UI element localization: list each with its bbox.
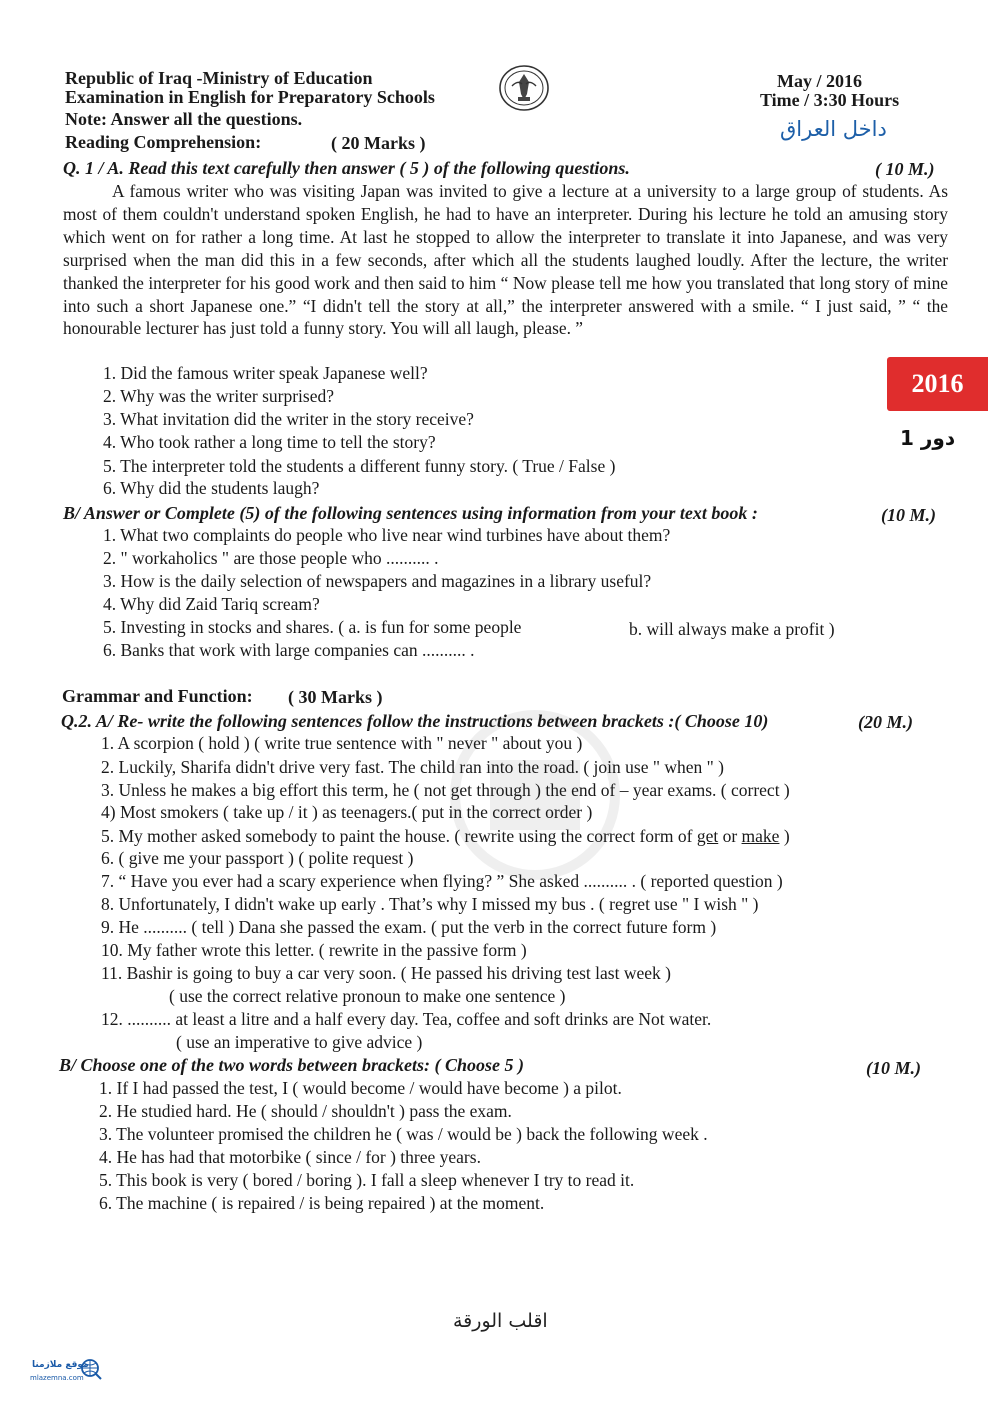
grammar-section-title: Grammar and Function: bbox=[62, 686, 253, 706]
q2a-item-5-close: ) bbox=[783, 826, 790, 846]
q1a-item-1: 1. Did the famous writer speak Japanese well? bbox=[103, 363, 428, 383]
q2a-item-9: 9. He .......... ( tell ) Dana she passed the exam. ( put the verb in the correct future form ) bbox=[101, 917, 717, 937]
q2a-item-10: 10. My father wrote this letter. ( rewrite in the passive form ) bbox=[101, 940, 527, 960]
q2b-title: B/ Choose one of the two words between brackets: ( Choose 5 ) bbox=[59, 1055, 525, 1075]
q2b-item-1: 1. If I had passed the test, I ( would become / would have become ) a pilot. bbox=[99, 1078, 622, 1098]
q2a-item-8: 8. Unfortunately, I didn't wake up early . That’s why I missed my bus . ( regret use " I wish " ) bbox=[101, 894, 759, 914]
site-name: موقع ملازمنا bbox=[32, 1360, 89, 1370]
q1a-item-4: 4. Who took rather a long time to tell the story? bbox=[103, 432, 436, 452]
reading-passage: A famous writer who was visiting Japan was invited to give a lecture at a university to a large group of students. As most of them couldn't understand spoken English, he had to have an interpreter. During his lecture he told an amusing story which went on for rather a long time. At last he stopped to allow the interpreter to translate it into Japanese, and was very surprised when the man did this in a few seconds, after which all the students laughed loudly. After the lecture, the writer thanked the interpreter for his good work and then said to him “ Now please tell me how you translated that long story of mine into such a short Japanese one.” “I didn't tell the story at all,” the interpreter answered with a smile. “ I just said, ” “ the honourable lecturer has just told a funny story. You will all laugh, please. ” bbox=[63, 181, 948, 339]
q2b-marks: (10 M.) bbox=[866, 1058, 921, 1078]
q2a-item-5-make: make bbox=[741, 826, 780, 846]
reading-section-title: Reading Comprehension: bbox=[65, 132, 262, 152]
q1a-title: Q. 1 / A. Read this text carefully then answer ( 5 ) of the following questions. bbox=[63, 158, 630, 178]
q2a-item-5-or: or bbox=[722, 826, 738, 846]
q1a-item-5: 5. The interpreter told the students a different funny story. ( True / False ) bbox=[103, 456, 616, 476]
year-badge: 2016 bbox=[887, 357, 988, 411]
site-logo bbox=[30, 1358, 105, 1388]
site-url: mlazemna.com bbox=[30, 1374, 84, 1382]
q2a-item-5-text: 5. My mother asked somebody to paint the house. ( rewrite using the correct form of bbox=[101, 826, 693, 846]
q2b-item-3: 3. The volunteer promised the children he ( was / would be ) back the following week . bbox=[99, 1124, 708, 1144]
q1b-item-6: 6. Banks that work with large companies can .......... . bbox=[103, 640, 475, 660]
q2a-item-1: 1. A scorpion ( hold ) ( write true sentence with " never " about you ) bbox=[101, 733, 583, 753]
q1b-item-2: 2. " workaholics " are those people who .......... . bbox=[103, 548, 439, 568]
q2b-item-4: 4. He has had that motorbike ( since / for ) three years. bbox=[99, 1147, 481, 1167]
q2a-title: Q.2. A/ Re- write the following sentences follow the instructions between brackets :( Choose 10) bbox=[61, 711, 769, 731]
q2a-marks: (20 M.) bbox=[858, 712, 913, 732]
exam-date: May / 2016 bbox=[777, 71, 862, 91]
q2a-item-11: 11. Bashir is going to buy a car very soon. ( He passed his driving test last week ) bbox=[101, 963, 671, 983]
q1b-item-4: 4. Why did Zaid Tariq scream? bbox=[103, 594, 320, 614]
q2a-item-6: 6. ( give me your passport ) ( polite request ) bbox=[101, 848, 414, 868]
q1a-item-2: 2. Why was the writer surprised? bbox=[103, 386, 335, 406]
q1a-item-3: 3. What invitation did the writer in the story receive? bbox=[103, 409, 474, 429]
header-note: Note: Answer all the questions. bbox=[65, 109, 303, 129]
q1b-item-5: 5. Investing in stocks and shares. ( a. is fun for some people bbox=[103, 617, 522, 637]
q1a-marks: ( 10 M.) bbox=[875, 159, 935, 179]
q2a-item-12-instruction: ( use an imperative to give advice ) bbox=[176, 1032, 423, 1052]
q2a-item-4: 4) Most smokers ( take up / it ) as teenagers.( put in the correct order ) bbox=[101, 802, 593, 822]
q2b-item-2: 2. He studied hard. He ( should / shouldn't ) pass the exam. bbox=[99, 1101, 512, 1121]
header-exam-title: Examination in English for Preparatory Schools bbox=[65, 87, 435, 107]
q2b-item-5: 5. This book is very ( bored / boring ). I fall a sleep whenever I try to read it. bbox=[99, 1170, 635, 1190]
iraq-emblem-icon bbox=[498, 64, 550, 112]
q1a-item-6: 6. Why did the students laugh? bbox=[103, 478, 320, 498]
q2a-item-5 bbox=[101, 826, 790, 847]
q1b-title: B/ Answer or Complete (5) of the following sentences using information from your text book : bbox=[63, 503, 758, 523]
grammar-section-marks: ( 30 Marks ) bbox=[288, 687, 383, 707]
q1b-item-1: 1. What two complaints do people who live near wind turbines have about them? bbox=[103, 525, 671, 545]
q2a-item-11-instruction: ( use the correct relative pronoun to make one sentence ) bbox=[169, 986, 566, 1006]
turn-page-label: اقلب الورقة bbox=[453, 1310, 548, 1332]
q2a-item-12: 12. .......... at least a litre and a half every day. Tea, coffee and soft drinks are Not water. bbox=[101, 1009, 712, 1029]
header-ministry: Republic of Iraq -Ministry of Education bbox=[65, 68, 373, 88]
q1b-marks: (10 M.) bbox=[881, 505, 936, 525]
q2a-item-7: 7. “ Have you ever had a scary experience when flying? ” She asked .......... . ( reported question ) bbox=[101, 871, 783, 891]
q2a-item-5-get: get bbox=[696, 826, 719, 846]
round-label: دور 1 bbox=[900, 426, 956, 450]
region-label: داخل العراق bbox=[780, 117, 887, 141]
q1b-item-5-option-b: b. will always make a profit ) bbox=[629, 619, 835, 639]
q2a-item-3: 3. Unless he makes a big effort this term, he ( not get through ) the end of – year exams. ( correct ) bbox=[101, 780, 790, 800]
q1b-item-3: 3. How is the daily selection of newspapers and magazines in a library useful? bbox=[103, 571, 652, 591]
q2b-item-6: 6. The machine ( is repaired / is being repaired ) at the moment. bbox=[99, 1193, 545, 1213]
exam-time: Time / 3:30 Hours bbox=[760, 90, 900, 110]
q2a-item-2: 2. Luckily, Sharifa didn't drive very fast. The child ran into the road. ( join use " when " ) bbox=[101, 757, 724, 777]
reading-section-marks: ( 20 Marks ) bbox=[331, 133, 426, 153]
